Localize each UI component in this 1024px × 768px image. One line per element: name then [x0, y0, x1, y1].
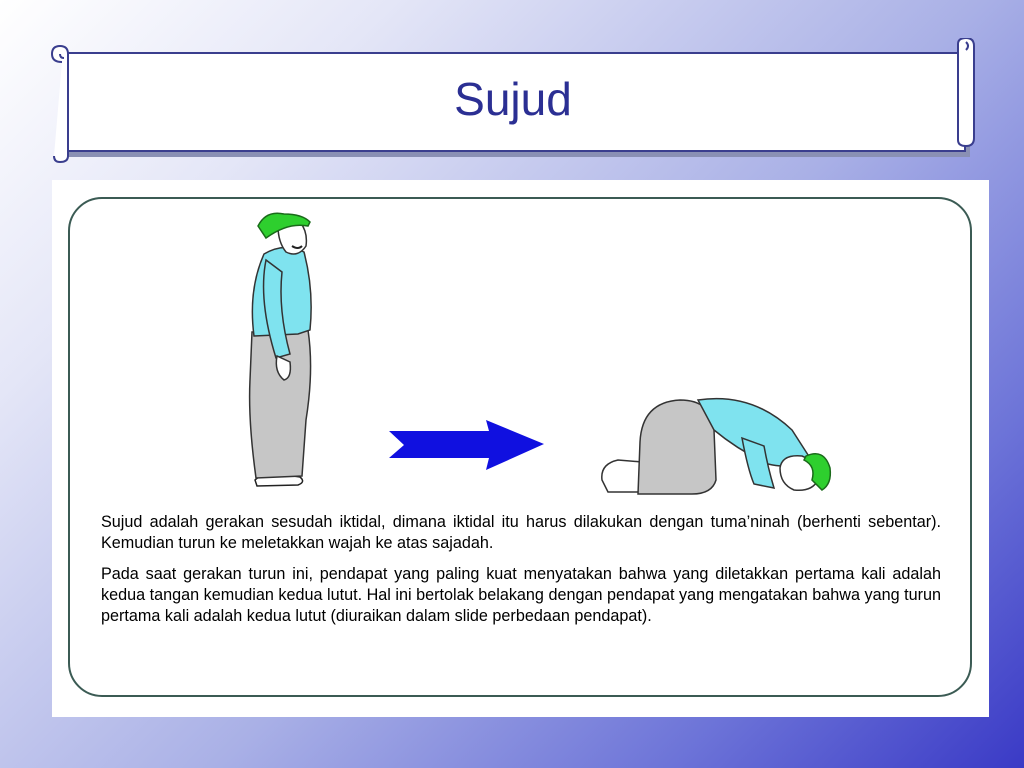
description-text [101, 512, 941, 637]
description-paragraph-2: Pada saat gerakan turun ini, pendapat yang paling kuat menyatakan bahwa yang diletakkan pertama kali adalah kedua tangan kemudian kedua lutut. Hal ini bertolak belakang dengan pendapat yang mengatakan bahwa yang turun pertama kali adalah kedua lutut (diuraikan dalam slide perbedaan pendapat). [101, 565, 941, 625]
prostrating-man-icon [602, 399, 831, 494]
title-banner [48, 38, 978, 164]
arrow-right-icon [389, 420, 544, 470]
content-panel [52, 180, 989, 717]
sujud-illustration [52, 180, 989, 510]
description-paragraph-1: Sujud adalah gerakan sesudah iktidal, dimana iktidal itu harus dilakukan dengan tuma’ninah (berhenti sebentar). Kemudian turun ke meletakkan wajah ke atas sajadah. [101, 513, 941, 552]
slide-title: Sujud [454, 73, 572, 125]
standing-man-icon [250, 213, 312, 486]
